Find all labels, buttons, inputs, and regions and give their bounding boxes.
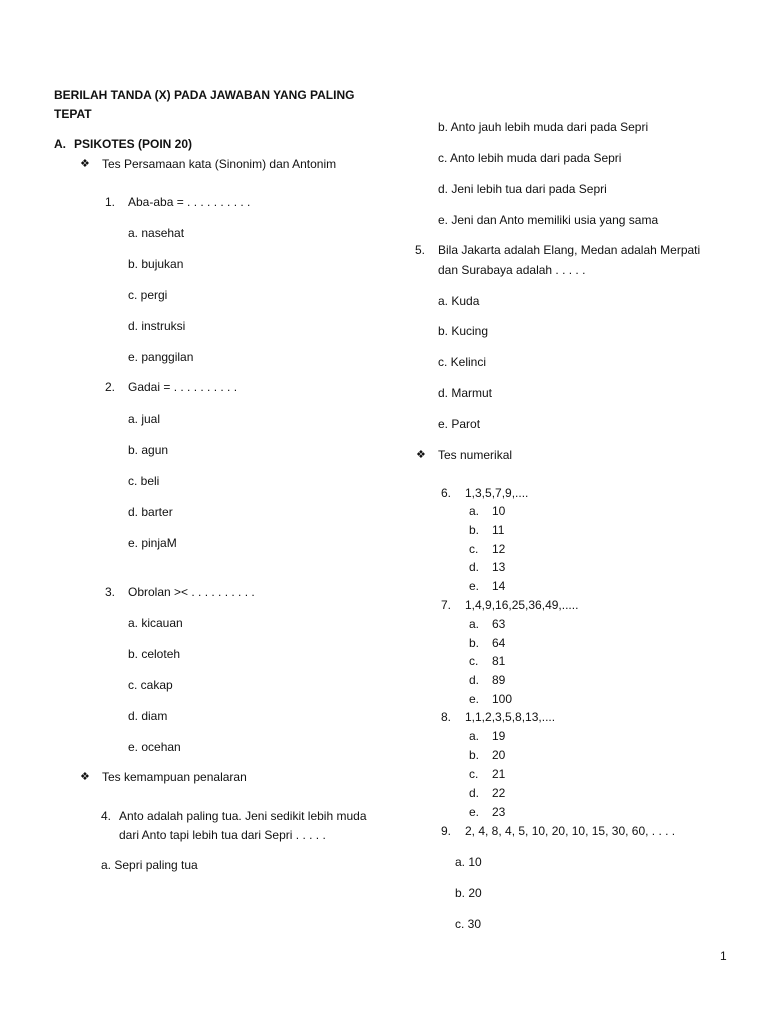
q2-option-a[interactable]: a. jual	[128, 412, 161, 426]
subsection-reasoning: Tes kemampuan penalaran	[102, 770, 247, 784]
q3-option-d[interactable]: d. diam	[128, 709, 168, 723]
option-letter: e.	[469, 805, 480, 819]
option-letter: b.	[469, 523, 480, 537]
q9-option-a[interactable]: a. 10	[455, 855, 482, 869]
q5-option-d[interactable]: d. Marmut	[438, 386, 493, 400]
q5-option-c[interactable]: c. Kelinci	[438, 355, 487, 369]
option-letter: d.	[469, 560, 480, 574]
q2-option-e[interactable]: e. pinjaM	[128, 536, 177, 550]
question-number: 3.	[105, 585, 116, 599]
instruction-line-2: TEPAT	[54, 107, 92, 121]
question-number: 9.	[441, 824, 452, 838]
question-6-text: 1,3,5,7,9,....	[465, 486, 529, 500]
question-number: 6.	[441, 486, 452, 500]
option-letter: c.	[469, 542, 479, 556]
option-letter: a.	[469, 617, 480, 631]
q7-option-b[interactable]: 64	[492, 636, 506, 650]
question-number: 4.	[101, 809, 112, 823]
q1-option-c[interactable]: c. pergi	[128, 288, 168, 302]
q2-option-c[interactable]: c. beli	[128, 474, 160, 488]
question-9-text: 2, 4, 8, 4, 5, 10, 20, 10, 15, 30, 60, . . . .	[465, 824, 676, 838]
q4-option-e[interactable]: e. Jeni dan Anto memiliki usia yang sama	[438, 213, 659, 227]
option-letter: e.	[469, 692, 480, 706]
q9-option-b[interactable]: b. 20	[455, 886, 482, 900]
q1-option-b[interactable]: b. bujukan	[128, 257, 184, 271]
bullet-icon: ❖	[416, 449, 426, 461]
question-2-text: Gadai = . . . . . . . . . .	[128, 380, 238, 394]
q9-option-c[interactable]: c. 30	[455, 917, 482, 931]
question-1-text: Aba-aba = . . . . . . . . . .	[128, 195, 251, 209]
q2-option-d[interactable]: d. barter	[128, 505, 173, 519]
q3-option-c[interactable]: c. cakap	[128, 678, 173, 692]
q7-option-a[interactable]: 63	[492, 617, 506, 631]
page-number: 1	[720, 949, 727, 963]
q1-option-d[interactable]: d. instruksi	[128, 319, 186, 333]
q8-option-b[interactable]: 20	[492, 748, 506, 762]
instruction-line-1: BERILAH TANDA (X) PADA JAWABAN YANG PALING	[54, 88, 355, 102]
q8-option-a[interactable]: 19	[492, 729, 506, 743]
bullet-icon: ❖	[80, 158, 90, 170]
option-letter: c.	[469, 654, 479, 668]
question-5-line-2: dan Surabaya adalah . . . . .	[438, 263, 586, 277]
q7-option-c[interactable]: 81	[492, 654, 506, 668]
question-number: 8.	[441, 710, 452, 724]
q8-option-d[interactable]: 22	[492, 786, 506, 800]
question-8-text: 1,1,2,3,5,8,13,....	[465, 710, 556, 724]
q4-option-d[interactable]: d. Jeni lebih tua dari pada Sepri	[438, 182, 607, 196]
option-letter: d.	[469, 786, 480, 800]
option-letter: b.	[469, 748, 480, 762]
q3-option-b[interactable]: b. celoteh	[128, 647, 181, 661]
option-letter: b.	[469, 636, 480, 650]
q6-option-a[interactable]: 10	[492, 504, 506, 518]
question-5-line-1: Bila Jakarta adalah Elang, Medan adalah Merpati	[438, 243, 701, 257]
subsection-numerical: Tes numerikal	[438, 448, 513, 462]
q3-option-e[interactable]: e. ocehan	[128, 740, 181, 754]
q6-option-b[interactable]: 11	[492, 523, 505, 537]
q5-option-b[interactable]: b. Kucing	[438, 324, 489, 338]
q1-option-a[interactable]: a. nasehat	[128, 226, 185, 240]
question-3-text: Obrolan >< . . . . . . . . . .	[128, 585, 255, 599]
option-letter: c.	[469, 767, 479, 781]
q8-option-e[interactable]: 23	[492, 805, 506, 819]
q4-option-a[interactable]: a. Sepri paling tua	[101, 858, 198, 872]
section-title: PSIKOTES (POIN 20)	[74, 137, 193, 151]
q2-option-b[interactable]: b. agun	[128, 443, 169, 457]
q4-option-c[interactable]: c. Anto lebih muda dari pada Sepri	[438, 151, 622, 165]
bullet-icon: ❖	[80, 771, 90, 783]
q7-option-d[interactable]: 89	[492, 673, 506, 687]
section-letter: A.	[54, 137, 66, 151]
question-number: 7.	[441, 598, 452, 612]
q1-option-e[interactable]: e. panggilan	[128, 350, 194, 364]
q6-option-e[interactable]: 14	[492, 579, 506, 593]
option-letter: d.	[469, 673, 480, 687]
q8-option-c[interactable]: 21	[492, 767, 506, 781]
q7-option-e[interactable]: 100	[492, 692, 513, 706]
question-7-text: 1,4,9,16,25,36,49,.....	[465, 598, 579, 612]
question-number: 2.	[105, 380, 116, 394]
subsection-synonym-antonym: Tes Persamaan kata (Sinonim) dan Antonim	[102, 157, 337, 171]
question-4-line-1: Anto adalah paling tua. Jeni sedikit lebih muda	[119, 809, 367, 823]
question-number: 5.	[415, 243, 426, 257]
question-number: 1.	[105, 195, 116, 209]
option-letter: a.	[469, 504, 480, 518]
question-4-line-2: dari Anto tapi lebih tua dari Sepri . . . . .	[119, 828, 326, 842]
q5-option-a[interactable]: a. Kuda	[438, 294, 480, 308]
option-letter: a.	[469, 729, 480, 743]
q4-option-b[interactable]: b. Anto jauh lebih muda dari pada Sepri	[438, 120, 649, 134]
q6-option-d[interactable]: 13	[492, 560, 506, 574]
q5-option-e[interactable]: e. Parot	[438, 417, 481, 431]
q6-option-c[interactable]: 12	[492, 542, 506, 556]
option-letter: e.	[469, 579, 480, 593]
q3-option-a[interactable]: a. kicauan	[128, 616, 183, 630]
